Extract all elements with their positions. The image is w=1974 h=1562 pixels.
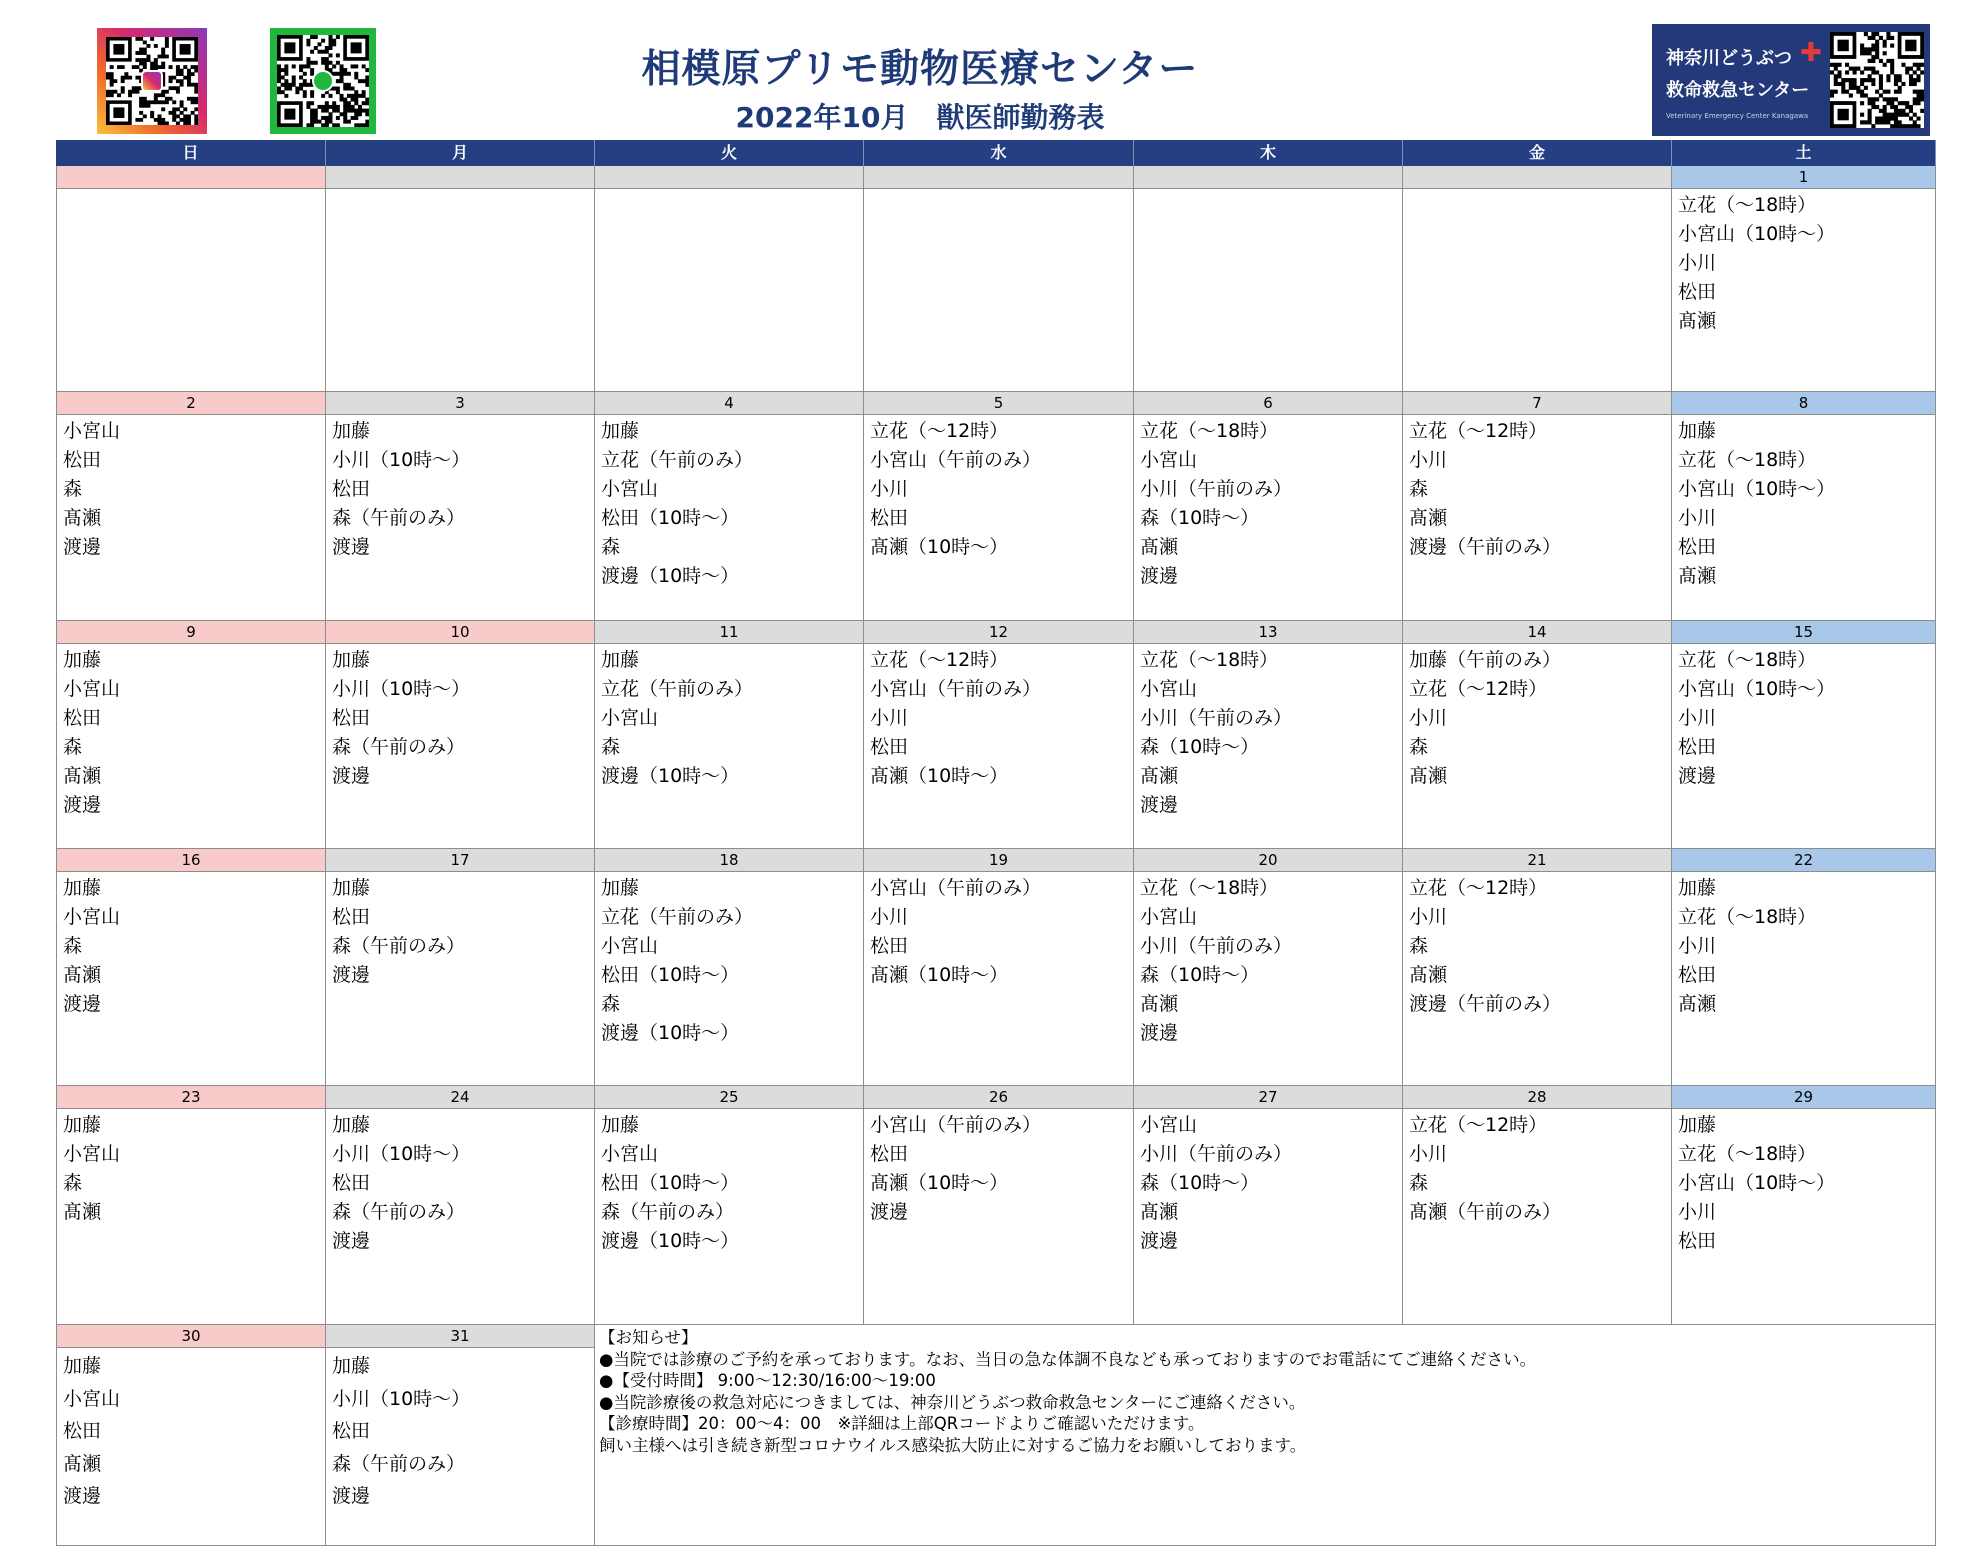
staff-entry: 小川 xyxy=(1678,1201,1717,1223)
date-number: 14 xyxy=(1403,621,1671,644)
staff-entry: 小宮山（10時～） xyxy=(1678,1172,1836,1194)
staff-list xyxy=(57,872,325,1019)
emergency-center-name-line2: 救命救急センター xyxy=(1666,80,1810,101)
day-cell xyxy=(326,1086,595,1325)
day-cell xyxy=(1403,621,1672,849)
staff-entry: 森 xyxy=(1409,736,1429,758)
staff-entry: 髙瀬（10時～） xyxy=(870,1172,1009,1194)
staff-entry: 小川（午前のみ） xyxy=(1140,935,1293,957)
date-number: 5 xyxy=(864,392,1133,415)
staff-entry: 立花（午前のみ） xyxy=(601,906,754,928)
staff-entry: 小川 xyxy=(1678,252,1717,274)
staff-entry: 立花（～18時） xyxy=(1678,649,1817,671)
date-number: 22 xyxy=(1672,849,1935,872)
staff-entry: 髙瀬 xyxy=(1140,765,1179,787)
staff-list xyxy=(1134,872,1402,1048)
day-cell xyxy=(595,849,864,1086)
staff-entry: 加藤 xyxy=(1678,1114,1717,1136)
day-cell xyxy=(326,849,595,1086)
date-number: 15 xyxy=(1672,621,1935,644)
date-number: 23 xyxy=(57,1086,325,1109)
staff-entry: 髙瀬（10時～） xyxy=(870,765,1009,787)
staff-entry: 髙瀬 xyxy=(1140,536,1179,558)
staff-entry: 渡邊 xyxy=(63,993,102,1015)
date-number xyxy=(1134,166,1402,189)
day-cell xyxy=(864,621,1134,849)
staff-entry: 森 xyxy=(601,993,621,1015)
staff-entry: 松田 xyxy=(870,507,909,529)
staff-entry: 加藤 xyxy=(332,1355,371,1377)
staff-entry: 加藤 xyxy=(601,649,640,671)
staff-entry: 小川（10時～） xyxy=(332,449,471,471)
page-title: 相模原プリモ動物医療センター xyxy=(641,47,1199,92)
staff-entry: 小宮山（午前のみ） xyxy=(870,678,1042,700)
staff-entry: 立花（～18時） xyxy=(1140,420,1279,442)
staff-entry: 立花（～18時） xyxy=(1678,906,1817,928)
staff-entry: 渡邊 xyxy=(1140,565,1179,587)
staff-entry: 小宮山 xyxy=(63,1143,121,1165)
day-cell xyxy=(1134,1086,1403,1325)
staff-entry: 森（午前のみ） xyxy=(332,507,466,529)
staff-entry: 松田 xyxy=(1678,736,1717,758)
staff-list xyxy=(1134,644,1402,820)
day-cell xyxy=(864,392,1134,621)
staff-entry: 髙瀬 xyxy=(63,1452,102,1475)
staff-entry: 松田 xyxy=(332,1420,371,1442)
date-number: 10 xyxy=(326,621,594,644)
staff-entry: 加藤 xyxy=(1678,420,1717,442)
date-number: 31 xyxy=(326,1325,594,1348)
day-cell xyxy=(326,621,595,849)
staff-entry: 髙瀬（午前のみ） xyxy=(1409,1201,1562,1223)
staff-list xyxy=(57,1348,325,1513)
weekday-header-cell: 月 xyxy=(326,140,595,166)
day-cell xyxy=(56,1086,326,1325)
staff-entry: 小宮山 xyxy=(63,678,121,700)
staff-entry: 小宮山（10時～） xyxy=(1678,678,1836,700)
notice-line: ●当院診療後の救急対応につきましては、神奈川どうぶつ救命救急センターにご連絡ください。 xyxy=(599,1392,1306,1412)
page-subtitle: 2022年10月 獣医師勤務表 xyxy=(735,101,1105,134)
staff-entry: 小宮山 xyxy=(63,906,121,928)
staff-entry: 渡邊 xyxy=(332,964,371,986)
staff-entry: 加藤 xyxy=(601,420,640,442)
staff-entry: 立花（～12時） xyxy=(1409,420,1548,442)
day-cell xyxy=(326,1325,595,1546)
staff-entry: 森 xyxy=(63,736,83,758)
staff-entry: 立花（～12時） xyxy=(870,420,1009,442)
staff-entry: 髙瀬 xyxy=(1678,565,1717,587)
date-number: 16 xyxy=(57,849,325,872)
staff-list xyxy=(326,415,594,562)
day-cell xyxy=(56,849,326,1086)
staff-entry: 立花（～18時） xyxy=(1140,877,1279,899)
staff-entry: 松田 xyxy=(332,478,371,500)
staff-entry: 立花（午前のみ） xyxy=(601,449,754,471)
weekday-header-cell: 土 xyxy=(1672,140,1936,166)
staff-entry: 小川（10時～） xyxy=(332,1143,471,1165)
day-cell xyxy=(1672,166,1936,392)
notice-line: ●【受付時間】 9:00～12:30/16:00～19:00 xyxy=(599,1371,936,1390)
staff-list xyxy=(595,644,863,791)
staff-entry: 小川 xyxy=(1409,906,1448,928)
staff-entry: 森 xyxy=(63,1172,83,1194)
staff-entry: 森（10時～） xyxy=(1140,1172,1260,1194)
staff-list xyxy=(864,872,1133,990)
staff-entry: 小宮山 xyxy=(1140,449,1198,471)
staff-entry: 髙瀬 xyxy=(63,765,102,787)
staff-entry: 加藤 xyxy=(63,1114,102,1136)
staff-entry: 松田 xyxy=(332,707,371,729)
date-number: 24 xyxy=(326,1086,594,1109)
day-cell xyxy=(1403,1086,1672,1325)
staff-entry: 小川 xyxy=(1678,935,1717,957)
weekday-header-cell: 水 xyxy=(864,140,1134,166)
staff-entry: 髙瀬 xyxy=(1678,310,1717,332)
staff-entry: 渡邊（10時～） xyxy=(601,1230,740,1252)
date-number: 4 xyxy=(595,392,863,415)
day-cell xyxy=(326,392,595,621)
staff-list xyxy=(1403,415,1671,562)
staff-entry: 森（午前のみ） xyxy=(332,1201,466,1223)
staff-entry: 渡邊（午前のみ） xyxy=(1409,536,1562,558)
staff-entry: 松田（10時～） xyxy=(601,507,740,529)
date-number xyxy=(326,166,594,189)
staff-entry: 松田 xyxy=(870,736,909,758)
staff-entry: 立花（～12時） xyxy=(1409,1114,1548,1136)
staff-entry: 松田（10時～） xyxy=(601,1172,740,1194)
date-number: 27 xyxy=(1134,1086,1402,1109)
day-cell xyxy=(56,1325,326,1546)
staff-entry: 渡邊 xyxy=(1140,1230,1179,1252)
staff-entry: 松田 xyxy=(63,707,102,729)
staff-list xyxy=(326,189,594,191)
staff-entry: 渡邊（10時～） xyxy=(601,765,740,787)
staff-list xyxy=(1403,1109,1671,1227)
staff-entry: 加藤（午前のみ） xyxy=(1409,649,1562,671)
staff-entry: 立花（～18時） xyxy=(1678,194,1817,216)
duty-calendar xyxy=(56,140,1936,1546)
staff-list xyxy=(57,415,325,562)
staff-entry: 森（10時～） xyxy=(1140,736,1260,758)
staff-list xyxy=(1672,644,1935,791)
day-cell xyxy=(1672,621,1936,849)
day-cell xyxy=(595,392,864,621)
day-cell xyxy=(1134,166,1403,392)
date-number: 25 xyxy=(595,1086,863,1109)
staff-entry: 髙瀬 xyxy=(1409,765,1448,787)
staff-entry: 立花（～12時） xyxy=(1409,678,1548,700)
staff-entry: 小宮山 xyxy=(1140,906,1198,928)
date-number: 21 xyxy=(1403,849,1671,872)
staff-entry: 森 xyxy=(601,736,621,758)
staff-entry: 小宮山 xyxy=(601,1143,659,1165)
staff-entry: 小宮山（10時～） xyxy=(1678,223,1836,245)
day-cell xyxy=(1134,849,1403,1086)
line-qr-icon[interactable] xyxy=(270,28,376,134)
staff-entry: 小宮山（10時～） xyxy=(1678,478,1836,500)
staff-entry: 小宮山 xyxy=(601,935,659,957)
staff-list xyxy=(326,644,594,791)
day-cell xyxy=(864,166,1134,392)
emergency-center-name-line1: 神奈川どうぶつ xyxy=(1666,48,1792,69)
staff-entry: 立花（～18時） xyxy=(1678,449,1817,471)
staff-entry: 小川（10時～） xyxy=(332,1387,471,1410)
day-cell xyxy=(1403,849,1672,1086)
staff-list xyxy=(1672,189,1935,336)
staff-entry: 松田 xyxy=(63,1420,102,1442)
staff-entry: 渡邊（10時～） xyxy=(601,565,740,587)
staff-entry: 渡邊 xyxy=(332,765,371,787)
date-number: 20 xyxy=(1134,849,1402,872)
staff-entry: 小川 xyxy=(1678,707,1717,729)
staff-entry: 加藤 xyxy=(332,420,371,442)
staff-entry: 渡邊（10時～） xyxy=(601,1022,740,1044)
staff-entry: 森 xyxy=(1409,1172,1429,1194)
staff-list xyxy=(57,644,325,820)
staff-entry: 松田 xyxy=(332,1172,371,1194)
day-cell xyxy=(56,166,326,392)
staff-list xyxy=(1134,415,1402,591)
notice-line: ●当院では診療のご予約を承っております。なお、当日の急な体調不良なども承っておりますのでお電話にてご連絡ください。 xyxy=(599,1349,1537,1369)
day-cell xyxy=(56,621,326,849)
staff-entry: 森 xyxy=(1409,478,1429,500)
date-number: 11 xyxy=(595,621,863,644)
staff-entry: 渡邊 xyxy=(1140,1022,1179,1044)
date-number xyxy=(595,166,863,189)
staff-entry: 松田 xyxy=(1678,964,1717,986)
date-number: 6 xyxy=(1134,392,1402,415)
staff-entry: 森 xyxy=(63,478,83,500)
staff-entry: 立花（～12時） xyxy=(870,649,1009,671)
staff-entry: 森（10時～） xyxy=(1140,964,1260,986)
staff-list xyxy=(864,644,1133,791)
staff-list xyxy=(1403,644,1671,791)
day-cell xyxy=(56,392,326,621)
staff-list xyxy=(1403,872,1671,1019)
staff-list xyxy=(864,189,1133,191)
day-cell xyxy=(326,166,595,392)
date-number xyxy=(57,166,325,189)
staff-entry: 小川 xyxy=(1409,449,1448,471)
staff-entry: 小宮山（午前のみ） xyxy=(870,449,1042,471)
date-number: 7 xyxy=(1403,392,1671,415)
staff-entry: 加藤 xyxy=(1678,877,1717,899)
staff-list xyxy=(326,1348,594,1513)
staff-list xyxy=(1403,189,1671,191)
staff-entry: 小宮山 xyxy=(601,707,659,729)
staff-entry: 髙瀬（10時～） xyxy=(870,536,1009,558)
staff-entry: 立花（～18時） xyxy=(1678,1143,1817,1165)
day-cell xyxy=(1403,392,1672,621)
staff-entry: 小川（午前のみ） xyxy=(1140,1143,1293,1165)
day-cell xyxy=(1672,1086,1936,1325)
date-number: 1 xyxy=(1672,166,1935,189)
staff-list xyxy=(595,872,863,1048)
staff-list xyxy=(1672,1109,1935,1256)
staff-entry: 小川（午前のみ） xyxy=(1140,478,1293,500)
day-cell xyxy=(864,849,1134,1086)
staff-entry: 森（午前のみ） xyxy=(601,1201,735,1223)
weekday-header-cell: 日 xyxy=(56,140,326,166)
staff-entry: 小川（10時～） xyxy=(332,678,471,700)
staff-entry: 加藤 xyxy=(332,649,371,671)
staff-entry: 小宮山 xyxy=(1140,678,1198,700)
emergency-center-logo[interactable] xyxy=(1652,24,1930,136)
red-cross-icon: ✚ xyxy=(1800,38,1822,68)
staff-entry: 森（10時～） xyxy=(1140,507,1260,529)
day-cell xyxy=(1672,392,1936,621)
staff-entry: 小川 xyxy=(870,906,909,928)
emergency-qr-icon[interactable] xyxy=(1830,32,1924,128)
staff-list xyxy=(57,1109,325,1227)
staff-entry: 渡邊 xyxy=(63,1485,102,1507)
staff-entry: 渡邊 xyxy=(63,794,102,816)
staff-entry: 小川 xyxy=(1409,1143,1448,1165)
staff-list xyxy=(595,1109,863,1256)
staff-entry: 加藤 xyxy=(332,1114,371,1136)
staff-entry: 加藤 xyxy=(63,877,102,899)
date-number: 2 xyxy=(57,392,325,415)
staff-entry: 立花（午前のみ） xyxy=(601,678,754,700)
staff-entry: 森 xyxy=(63,935,83,957)
line-icon xyxy=(312,70,334,92)
staff-entry: 加藤 xyxy=(332,877,371,899)
weekday-header-cell: 金 xyxy=(1403,140,1672,166)
staff-entry: 渡邊 xyxy=(1678,765,1717,787)
date-number: 29 xyxy=(1672,1086,1935,1109)
instagram-icon xyxy=(141,70,163,92)
staff-entry: 渡邊 xyxy=(332,1485,371,1507)
staff-entry: 松田（10時～） xyxy=(601,964,740,986)
date-number: 30 xyxy=(57,1325,325,1348)
day-cell xyxy=(1672,849,1936,1086)
emergency-center-english-name: Veterinary Emergency Center Kanagawa xyxy=(1666,112,1809,120)
staff-entry: 松田 xyxy=(870,1143,909,1165)
date-number: 26 xyxy=(864,1086,1133,1109)
date-number: 13 xyxy=(1134,621,1402,644)
staff-entry: 髙瀬 xyxy=(1409,507,1448,529)
staff-entry: 松田 xyxy=(870,935,909,957)
staff-list xyxy=(1134,1109,1402,1256)
staff-list xyxy=(1672,872,1935,1019)
notice-line: 飼い主様へは引き続き新型コロナウイルス感染拡大防止に対するご協力をお願いしております。 xyxy=(599,1435,1307,1455)
staff-entry: 髙瀬 xyxy=(1678,993,1717,1015)
day-cell xyxy=(864,1086,1134,1325)
staff-entry: 髙瀬（10時～） xyxy=(870,964,1009,986)
staff-entry: 森 xyxy=(1409,935,1429,957)
weekday-header-cell: 木 xyxy=(1134,140,1403,166)
staff-entry: 小宮山 xyxy=(63,420,121,442)
day-cell xyxy=(595,1086,864,1325)
staff-list xyxy=(326,1109,594,1256)
weekday-header-cell: 火 xyxy=(595,140,864,166)
day-cell xyxy=(1403,166,1672,392)
date-number: 19 xyxy=(864,849,1133,872)
staff-list xyxy=(864,1109,1133,1227)
staff-entry: 加藤 xyxy=(63,1355,102,1377)
notice-line: 【診療時間】20：00～4：00 ※詳細は上部QRコードよりご確認いただけます。 xyxy=(599,1414,1205,1433)
staff-entry: 立花（～12時） xyxy=(1409,877,1548,899)
date-number: 3 xyxy=(326,392,594,415)
date-number xyxy=(864,166,1133,189)
staff-entry: 渡邊 xyxy=(332,1230,371,1252)
staff-entry: 小川（午前のみ） xyxy=(1140,707,1293,729)
weekday-header xyxy=(56,140,1936,166)
staff-list xyxy=(595,415,863,591)
staff-entry: 森（午前のみ） xyxy=(332,935,466,957)
staff-entry: 渡邊（午前のみ） xyxy=(1409,993,1562,1015)
staff-entry: 小宮山 xyxy=(63,1387,121,1410)
staff-entry: 小宮山 xyxy=(601,478,659,500)
staff-entry: 森（午前のみ） xyxy=(332,736,466,758)
staff-entry: 渡邊 xyxy=(1140,794,1179,816)
staff-list xyxy=(1134,189,1402,191)
notice-box xyxy=(595,1325,1936,1546)
date-number: 18 xyxy=(595,849,863,872)
staff-entry: 髙瀬 xyxy=(1409,964,1448,986)
staff-entry: 小川 xyxy=(870,707,909,729)
date-number: 8 xyxy=(1672,392,1935,415)
staff-entry: 松田 xyxy=(1678,1230,1717,1252)
staff-entry: 森（午前のみ） xyxy=(332,1452,466,1475)
staff-entry: 渡邊 xyxy=(332,536,371,558)
staff-entry: 渡邊 xyxy=(870,1201,909,1223)
staff-entry: 渡邊 xyxy=(63,536,102,558)
staff-entry: 加藤 xyxy=(63,649,102,671)
staff-entry: 立花（～18時） xyxy=(1140,649,1279,671)
day-cell xyxy=(1134,392,1403,621)
staff-entry: 小宮山 xyxy=(1140,1114,1198,1136)
date-number: 9 xyxy=(57,621,325,644)
staff-entry: 小川 xyxy=(1678,507,1717,529)
staff-entry: 髙瀬 xyxy=(63,507,102,529)
day-cell xyxy=(1134,621,1403,849)
staff-entry: 髙瀬 xyxy=(63,1201,102,1223)
staff-entry: 小川 xyxy=(870,478,909,500)
day-cell xyxy=(595,621,864,849)
staff-entry: 髙瀬 xyxy=(1140,993,1179,1015)
staff-entry: 小宮山（午前のみ） xyxy=(870,877,1042,899)
date-number xyxy=(1403,166,1671,189)
staff-entry: 小宮山（午前のみ） xyxy=(870,1114,1042,1136)
staff-entry: 松田 xyxy=(332,906,371,928)
day-cell xyxy=(595,166,864,392)
staff-entry: 松田 xyxy=(1678,281,1717,303)
date-number: 17 xyxy=(326,849,594,872)
staff-entry: 髙瀬 xyxy=(63,964,102,986)
staff-entry: 松田 xyxy=(1678,536,1717,558)
notice-line: 【お知らせ】 xyxy=(599,1328,698,1347)
staff-list xyxy=(1672,415,1935,591)
staff-list xyxy=(326,872,594,990)
staff-entry: 森 xyxy=(601,536,621,558)
staff-list xyxy=(595,189,863,191)
staff-list xyxy=(57,189,325,191)
instagram-qr-icon[interactable] xyxy=(97,28,207,134)
staff-entry: 加藤 xyxy=(601,1114,640,1136)
staff-entry: 髙瀬 xyxy=(1140,1201,1179,1223)
staff-entry: 松田 xyxy=(63,449,102,471)
staff-entry: 小川 xyxy=(1409,707,1448,729)
staff-entry: 加藤 xyxy=(601,877,640,899)
date-number: 28 xyxy=(1403,1086,1671,1109)
staff-list xyxy=(864,415,1133,562)
date-number: 12 xyxy=(864,621,1133,644)
